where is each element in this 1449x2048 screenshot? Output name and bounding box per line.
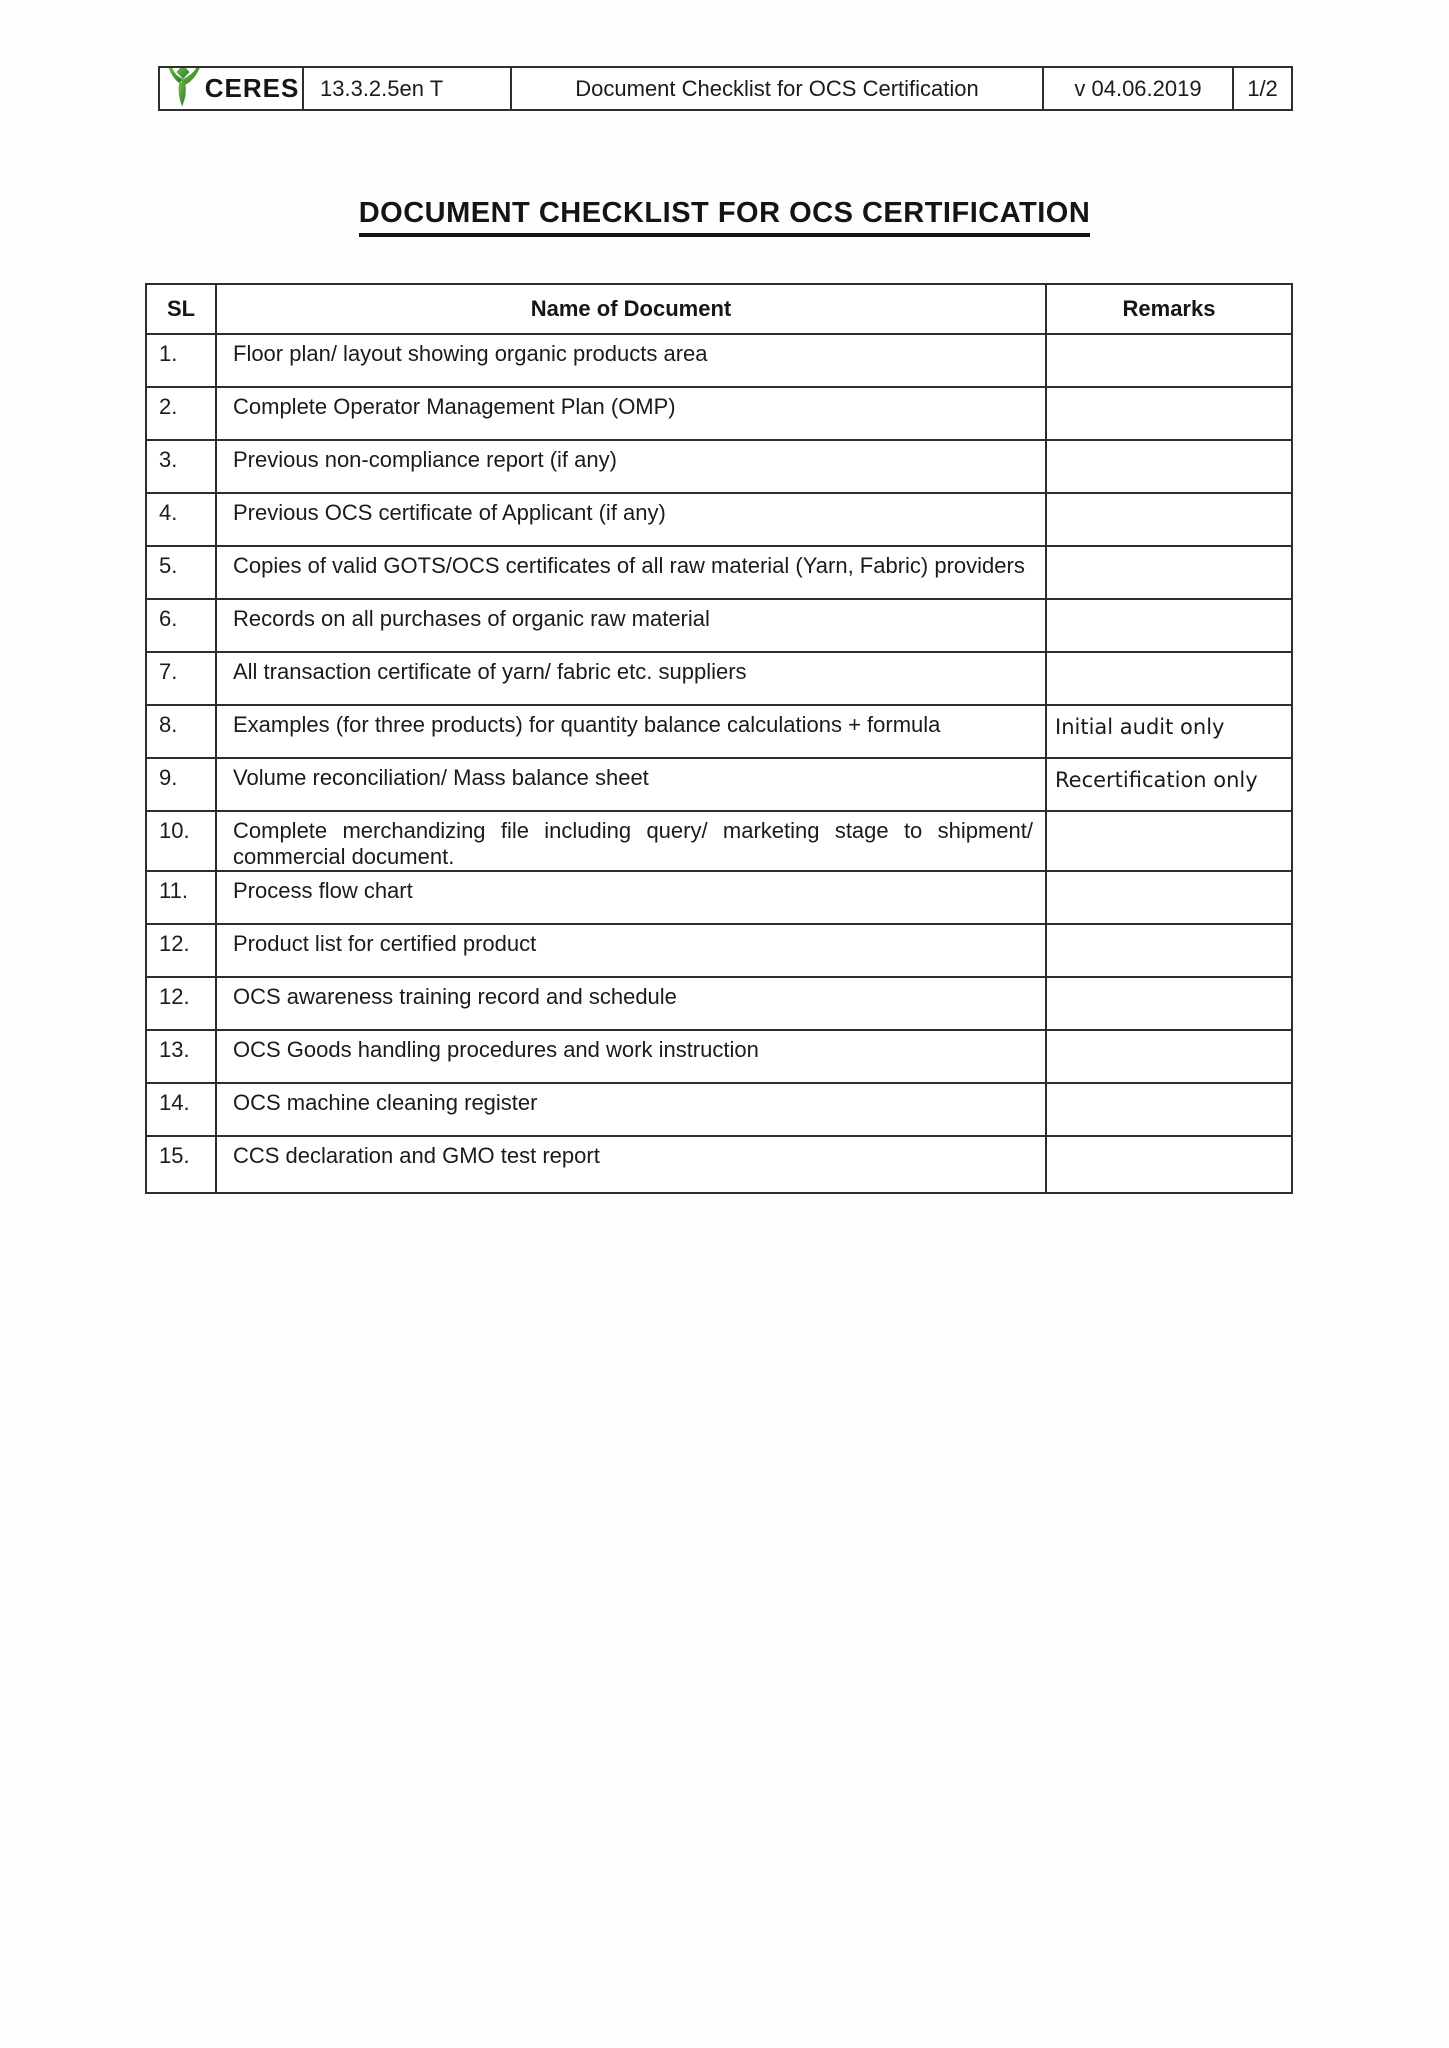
row-remarks [1046, 652, 1292, 705]
row-document-name: Records on all purchases of organic raw material [216, 599, 1046, 652]
page-title: DOCUMENT CHECKLIST FOR OCS CERTIFICATION [359, 197, 1091, 237]
table-row [146, 924, 1292, 977]
row-remarks [1046, 977, 1292, 1030]
row-document-name: Complete Operator Management Plan (OMP) [216, 387, 1046, 440]
row-remarks [1046, 924, 1292, 977]
row-document-name: Volume reconciliation/ Mass balance sheet [216, 758, 1046, 811]
row-remarks: Initial audit only [1046, 705, 1292, 758]
column-header-name: Name of Document [216, 284, 1046, 334]
table-row [146, 811, 1292, 871]
row-document-name: All transaction certificate of yarn/ fabric etc. suppliers [216, 652, 1046, 705]
table-row [146, 652, 1292, 705]
row-sl: 14. [146, 1083, 216, 1136]
row-document-name: Examples (for three products) for quantity balance calculations + formula [216, 705, 1046, 758]
table-row [146, 977, 1292, 1030]
row-document-name: Previous non-compliance report (if any) [216, 440, 1046, 493]
row-remarks: Recertification only [1046, 758, 1292, 811]
row-remarks [1046, 1030, 1292, 1083]
doc-header-title: Document Checklist for OCS Certification [510, 68, 1042, 109]
row-sl: 1. [146, 334, 216, 387]
row-sl: 10. [146, 811, 216, 871]
ceres-logo-icon [163, 68, 203, 109]
row-document-name: Process flow chart [216, 871, 1046, 924]
table-row [146, 440, 1292, 493]
row-document-name: OCS awareness training record and schedule [216, 977, 1046, 1030]
column-header-remarks: Remarks [1046, 284, 1292, 334]
row-remarks [1046, 387, 1292, 440]
table-row [146, 705, 1292, 758]
row-remarks [1046, 546, 1292, 599]
table-row [146, 1136, 1292, 1193]
row-document-name: Copies of valid GOTS/OCS certificates of all raw material (Yarn, Fabric) providers [216, 546, 1046, 599]
row-document-name: Previous OCS certificate of Applicant (if any) [216, 493, 1046, 546]
table-row [146, 758, 1292, 811]
row-sl: 12. [146, 924, 216, 977]
row-document-name: OCS Goods handling procedures and work instruction [216, 1030, 1046, 1083]
row-sl: 12. [146, 977, 216, 1030]
table-row [146, 493, 1292, 546]
row-sl: 5. [146, 546, 216, 599]
table-row [146, 599, 1292, 652]
table-row [146, 1083, 1292, 1136]
row-sl: 8. [146, 705, 216, 758]
column-header-sl: SL [146, 284, 216, 334]
table-row [146, 334, 1292, 387]
row-sl: 6. [146, 599, 216, 652]
row-remarks [1046, 440, 1292, 493]
table-row [146, 871, 1292, 924]
row-remarks [1046, 334, 1292, 387]
row-remarks [1046, 1136, 1292, 1193]
row-document-name: OCS machine cleaning register [216, 1083, 1046, 1136]
row-document-name: Complete merchandizing file including query/ marketing stage to shipment/ commercial document. [216, 811, 1046, 871]
table-row [146, 387, 1292, 440]
logo-cell [160, 68, 302, 109]
doc-code: 13.3.2.5en T [302, 68, 510, 109]
checklist-table [145, 283, 1293, 1194]
table-row [146, 1030, 1292, 1083]
row-sl: 4. [146, 493, 216, 546]
row-sl: 3. [146, 440, 216, 493]
row-remarks [1046, 871, 1292, 924]
row-document-name: Product list for certified product [216, 924, 1046, 977]
page-number: 1/2 [1232, 68, 1291, 109]
row-remarks [1046, 811, 1292, 871]
row-sl: 11. [146, 871, 216, 924]
row-sl: 13. [146, 1030, 216, 1083]
row-sl: 15. [146, 1136, 216, 1193]
page-title-wrap [0, 197, 1449, 237]
row-remarks [1046, 1083, 1292, 1136]
row-document-name: Floor plan/ layout showing organic products area [216, 334, 1046, 387]
document-header-bar [158, 66, 1293, 111]
row-sl: 7. [146, 652, 216, 705]
table-header-row [146, 284, 1292, 334]
ceres-logo-text: CERES [204, 73, 300, 103]
row-document-name: CCS declaration and GMO test report [216, 1136, 1046, 1193]
row-sl: 9. [146, 758, 216, 811]
table-row [146, 546, 1292, 599]
row-remarks [1046, 493, 1292, 546]
row-remarks [1046, 599, 1292, 652]
row-sl: 2. [146, 387, 216, 440]
doc-version: v 04.06.2019 [1042, 68, 1232, 109]
